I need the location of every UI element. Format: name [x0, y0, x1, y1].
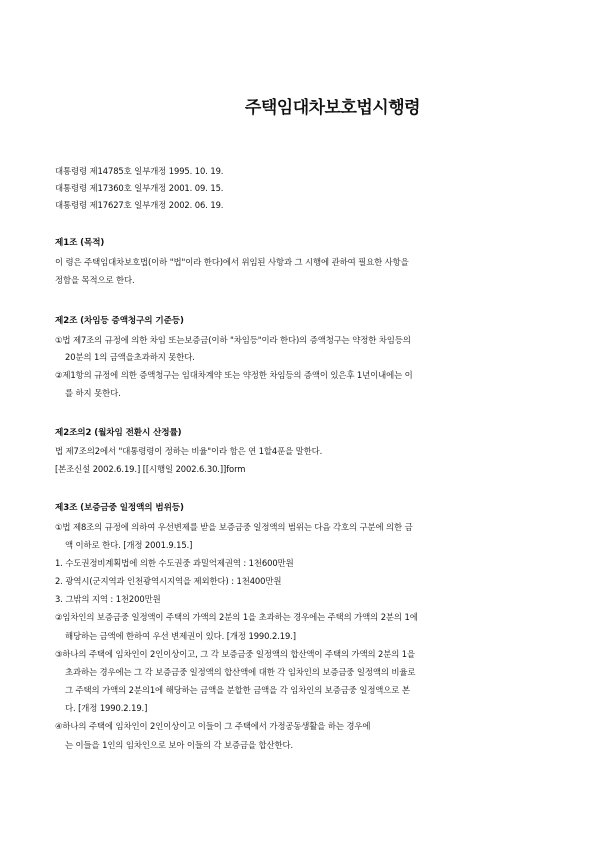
article-3-text: 해당하는 금액에 한하여 우선 변제권이 있다. [개정 1990.2.19.] — [65, 631, 296, 641]
amendment-line: 대통령령 제17627호 일부개정 2002. 06. 19. — [55, 200, 224, 210]
article-3-heading: 제3조 (보증금중 일정액의 범위등) — [55, 503, 184, 513]
article-3-item: 3. 그밖의 지역 : 1천200만원 — [55, 594, 161, 604]
article-2-2-text: 법 제7조의2에서 "대통령령이 정하는 비율"이라 함은 연 1할4푼을 말한다. — [55, 446, 323, 456]
article-2-2-heading: 제2조의2 (월차임 전환시 산정률) — [55, 428, 182, 438]
document-title: 주택임대차보호법시행령 — [244, 98, 421, 118]
article-3-item: 1. 수도권정비계획법에 의한 수도권중 과밀억제권역 : 1천600만원 — [55, 558, 294, 568]
article-2-heading: 제2조 (차임등 증액청구의 기준등) — [55, 316, 184, 326]
article-3-text: 다. [개정 1990.2.19.] — [65, 703, 148, 713]
article-3-text: 는 이들을 1인의 임차인으로 보아 이들의 각 보증금을 합산한다. — [65, 740, 294, 750]
article-2-text: 를 하지 못한다. — [65, 388, 121, 398]
article-3-text: ②임차인의 보증금중 일정액이 주택의 가액의 2분의 1을 초과하는 경우에는 주택의 가액의 2분의 1에 — [55, 612, 418, 622]
article-3-text: ④하나의 주택에 임차인이 2인이상이고 이들이 그 주택에서 가정공동생활을 하는 경우에 — [55, 721, 371, 731]
article-2-text: ①법 제7조의 규정에 의한 차임 또는보증금(이하 "차임등"이라 한다)의 증액청구는 약정한 차임등의 — [55, 335, 411, 345]
article-1-text: 정함을 목적으로 한다. — [55, 275, 135, 285]
article-3-text: 초과하는 경우에는 그 각 보증금중 일정액의 합산액에 대한 각 임차인의 보증금중 일정액의 비율로 — [65, 667, 416, 677]
article-1-text: 이 령은 주택임대차보호법(이하 "법"이라 한다)에서 위임된 사항과 그 시행에 관하여 필요한 사항을 — [55, 257, 409, 267]
amendment-line: 대통령령 제14785호 일부개정 1995. 10. 19. — [55, 166, 224, 176]
article-2-2-text: [본조신설 2002.6.19.] [[시행일 2002.6.30.]]form — [55, 464, 246, 474]
article-3-text: ①법 제8조의 규정에 의하여 우선변제를 받을 보증금중 일정액의 범위는 다음 각호의 구분에 의한 금 — [55, 522, 413, 532]
article-2-text: 20분의 1의 금액을초과하지 못한다. — [65, 352, 195, 362]
amendment-line: 대통령령 제17360호 일부개정 2001. 09. 15. — [55, 183, 224, 193]
article-3-item: 2. 광역시(군지역과 인천광역시지역을 제외한다) : 1천400만원 — [55, 576, 282, 586]
article-1-heading: 제1조 (목적) — [55, 238, 105, 248]
article-3-text: 액 이하로 한다. [개정 2001.9.15.] — [65, 540, 193, 550]
article-3-text: 그 주택의 가액의 2분의1에 해당하는 금액을 분할한 금액을 각 임차인의 보증금중 일정액으로 본 — [65, 685, 410, 695]
article-2-text: ②제1항의 규정에 의한 증액청구는 임대차계약 또는 약정한 차임등의 증액이 있은후 1년이내에는 이 — [55, 370, 413, 380]
article-3-text: ③하나의 주택에 임차인이 2인이상이고, 그 각 보증금중 일정액의 합산액이 주택의 가액의 2분의 1을 — [55, 649, 416, 659]
